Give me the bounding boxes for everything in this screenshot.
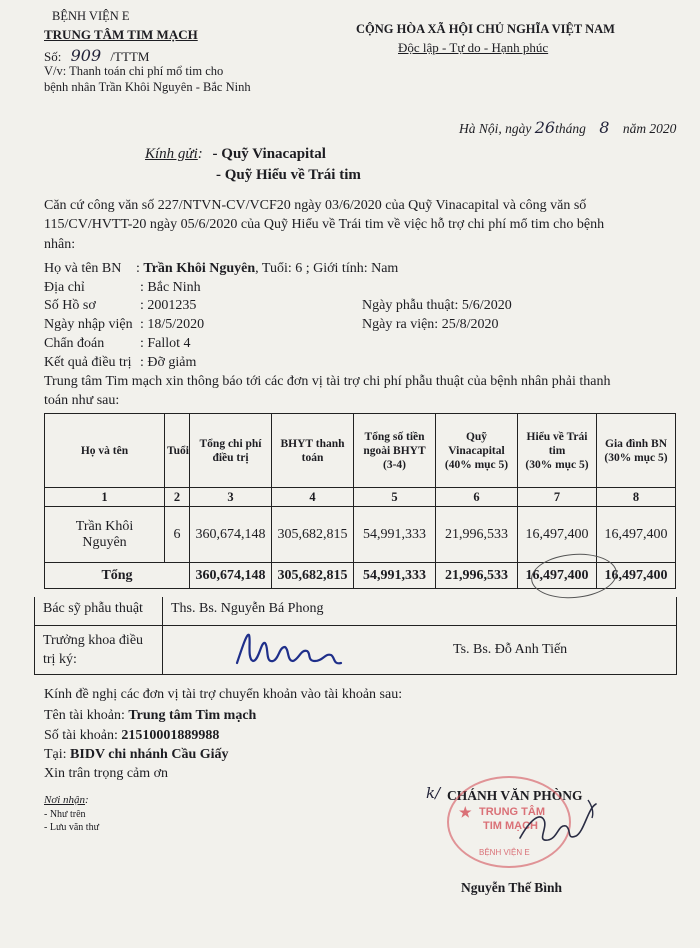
header-family: Gia đình BN (30% mục 5) bbox=[597, 414, 676, 488]
result-value: : Đỡ giảm bbox=[140, 355, 197, 370]
patient-name-rest: , Tuổi: 6 ; Giới tính: Nam bbox=[255, 261, 399, 276]
nation-title: CỘNG HÒA XÃ HỘI CHỦ NGHĨA VIỆT NAM bbox=[356, 22, 615, 36]
col-number: 7 bbox=[518, 488, 597, 507]
recipient-label: Kính gửi bbox=[145, 146, 198, 162]
stamp-line-1: TRUNG TÂM bbox=[479, 806, 545, 818]
account-name-row bbox=[44, 708, 256, 724]
stamp-line-2: TIM MẠCH bbox=[483, 820, 538, 832]
patient-name-label: Họ và tên BN bbox=[44, 261, 122, 276]
signoff-divider bbox=[162, 597, 163, 674]
cell-age: 6 bbox=[165, 507, 190, 563]
signoff-table bbox=[34, 597, 677, 675]
table-header-row bbox=[45, 414, 676, 488]
account-number-label: Số tài khoản: bbox=[44, 728, 118, 743]
total-cost: 360,674,148 bbox=[190, 563, 272, 589]
record-value: : 2001235 bbox=[140, 298, 197, 313]
date-month: 8 bbox=[599, 118, 610, 137]
cell-patient-name: Trần Khôi Nguyên bbox=[45, 507, 165, 563]
col-number: 1 bbox=[45, 488, 165, 507]
center-name: TRUNG TÂM TIM MẠCH bbox=[44, 27, 198, 42]
signer-title: CHÁNH VĂN PHÒNG bbox=[447, 788, 583, 803]
stamp-ring-text: BỆNH VIỆN E bbox=[479, 848, 530, 857]
doc-no-value: 909 bbox=[70, 46, 102, 65]
header-total-cost: Tổng chi phí điều trị bbox=[190, 414, 272, 488]
account-number-row bbox=[44, 728, 219, 744]
intro-line-3: nhân: bbox=[44, 237, 76, 252]
column-number-row bbox=[45, 488, 676, 507]
national-motto: Độc lập - Tự do - Hạnh phúc bbox=[398, 40, 549, 55]
diagnosis-value: : Fallot 4 bbox=[140, 336, 191, 351]
transfer-request: Kính đề nghị các đơn vị tài trợ chuyển khoản vào tài khoản sau: bbox=[44, 687, 403, 702]
recipient-line-1: - Quỹ Vinacapital bbox=[212, 146, 326, 162]
doc-no-label: Số: bbox=[44, 49, 62, 64]
total-non-bhyt: 54,991,333 bbox=[354, 563, 436, 589]
account-number-value: 21510001889988 bbox=[121, 728, 220, 743]
total-bhyt: 305,682,815 bbox=[272, 563, 354, 589]
header-vinacapital: Quỹ Vinacapital (40% mục 5) bbox=[436, 414, 518, 488]
notice-line-1: Trung tâm Tim mạch xin thông báo tới các đơn vị tài trợ chi phí phẫu thuật của bệnh nhân phải thanh bbox=[44, 374, 611, 389]
header-non-bhyt: Tổng số tiền ngoài BHYT (3-4) bbox=[354, 414, 436, 488]
recipient-block bbox=[145, 146, 326, 163]
date-day: 26 bbox=[534, 118, 556, 137]
recipient-item: - Như trên bbox=[44, 809, 86, 820]
date-year: năm 2020 bbox=[622, 121, 677, 136]
header-bhyt: BHYT thanh toán bbox=[272, 414, 354, 488]
total-vinacapital: 21,996,533 bbox=[436, 563, 518, 589]
col-number: 5 bbox=[354, 488, 436, 507]
doc-no-suffix: /TTTM bbox=[110, 49, 150, 64]
diagnosis-label: Chẩn đoán bbox=[44, 336, 105, 351]
subject-line-2: bệnh nhân Trần Khôi Nguyên - Bắc Ninh bbox=[44, 80, 251, 94]
bank-label: Tại: bbox=[44, 747, 67, 762]
recipients-title: Nơi nhận: bbox=[44, 794, 89, 806]
signature-prefix: k/ bbox=[426, 784, 441, 802]
intro-line-1: Căn cứ công văn số 227/NTVN-CV/VCF20 ngày 03/6/2020 của Quỹ Vinacapital và công văn số bbox=[44, 198, 587, 213]
surgeon-label: Bác sỹ phẫu thuật bbox=[43, 601, 143, 616]
cell-vinacapital: 21,996,533 bbox=[436, 507, 518, 563]
surgery-date: Ngày phẫu thuật: 5/6/2020 bbox=[362, 298, 512, 313]
col-number: 8 bbox=[597, 488, 676, 507]
surgeon-name: Ths. Bs. Nguyễn Bá Phong bbox=[171, 601, 324, 616]
cell-heart-fund: 16,497,400 bbox=[518, 507, 597, 563]
record-label: Số Hồ sơ bbox=[44, 298, 96, 313]
col-number: 6 bbox=[436, 488, 518, 507]
cell-bhyt: 305,682,815 bbox=[272, 507, 354, 563]
cell-total-cost: 360,674,148 bbox=[190, 507, 272, 563]
cell-family: 16,497,400 bbox=[597, 507, 676, 563]
recipient-item: - Lưu văn thư bbox=[44, 822, 99, 833]
col-number: 2 bbox=[165, 488, 190, 507]
head-label-1: Trưởng khoa điều bbox=[43, 633, 144, 648]
hospital-name: BỆNH VIỆN E bbox=[52, 9, 130, 23]
issue-date bbox=[459, 118, 676, 137]
cell-non-bhyt: 54,991,333 bbox=[354, 507, 436, 563]
total-heart-fund: 16,497,400 bbox=[518, 563, 597, 589]
total-family: 16,497,400 bbox=[597, 563, 676, 589]
discharge-date: Ngày ra viện: 25/8/2020 bbox=[362, 317, 499, 332]
date-month-label: tháng bbox=[555, 121, 586, 136]
address-label: Địa chỉ bbox=[44, 280, 85, 295]
result-label: Kết quả điều trị bbox=[44, 355, 132, 370]
document-number bbox=[44, 46, 149, 65]
header-age: Tuổi bbox=[165, 414, 190, 488]
notice-line-2: toán như sau: bbox=[44, 393, 120, 408]
head-signature bbox=[231, 625, 361, 673]
total-label: Tổng bbox=[45, 563, 190, 589]
header-name: Họ và tên bbox=[45, 414, 165, 488]
director-signature bbox=[500, 790, 610, 860]
col-number: 3 bbox=[190, 488, 272, 507]
patient-name-value: Trần Khôi Nguyên bbox=[143, 261, 256, 276]
intro-line-2: 115/CV/HVTT-20 ngày 05/6/2020 của Quỹ Hiểu về Trái tim về việc hỗ trợ chi phí mổ tim cho bệnh bbox=[44, 217, 605, 232]
patient-name-row: : Trần Khôi Nguyên, Tuổi: 6 ; Giới tính: Nam bbox=[136, 261, 399, 276]
date-prefix: Hà Nội, ngày bbox=[459, 121, 532, 136]
bank-value: BIDV chi nhánh Cầu Giấy bbox=[70, 747, 229, 762]
address-value: : Bắc Ninh bbox=[140, 280, 201, 295]
signer-name: Nguyễn Thế Bình bbox=[461, 880, 563, 895]
head-label-2: trị ký: bbox=[43, 652, 77, 667]
header-heart-fund: Hiểu về Trái tim (30% mục 5) bbox=[518, 414, 597, 488]
recipient-sep: : bbox=[197, 146, 203, 162]
account-name-label: Tên tài khoản: bbox=[44, 708, 125, 723]
admit-value: : 18/5/2020 bbox=[140, 317, 205, 332]
stamp-star-icon: ★ bbox=[459, 804, 472, 820]
recipient-line-2: - Quỹ Hiểu về Trái tim bbox=[216, 167, 361, 183]
account-name-value: Trung tâm Tim mạch bbox=[128, 708, 257, 723]
subject-line-1: V/v: Thanh toán chi phí mổ tim cho bbox=[44, 64, 224, 78]
bank-row bbox=[44, 747, 229, 763]
col-number: 4 bbox=[272, 488, 354, 507]
closing-text: Xin trân trọng cảm ơn bbox=[44, 766, 169, 781]
head-name: Ts. Bs. Đỗ Anh Tiến bbox=[453, 642, 568, 657]
admit-label: Ngày nhập viện bbox=[44, 317, 133, 332]
